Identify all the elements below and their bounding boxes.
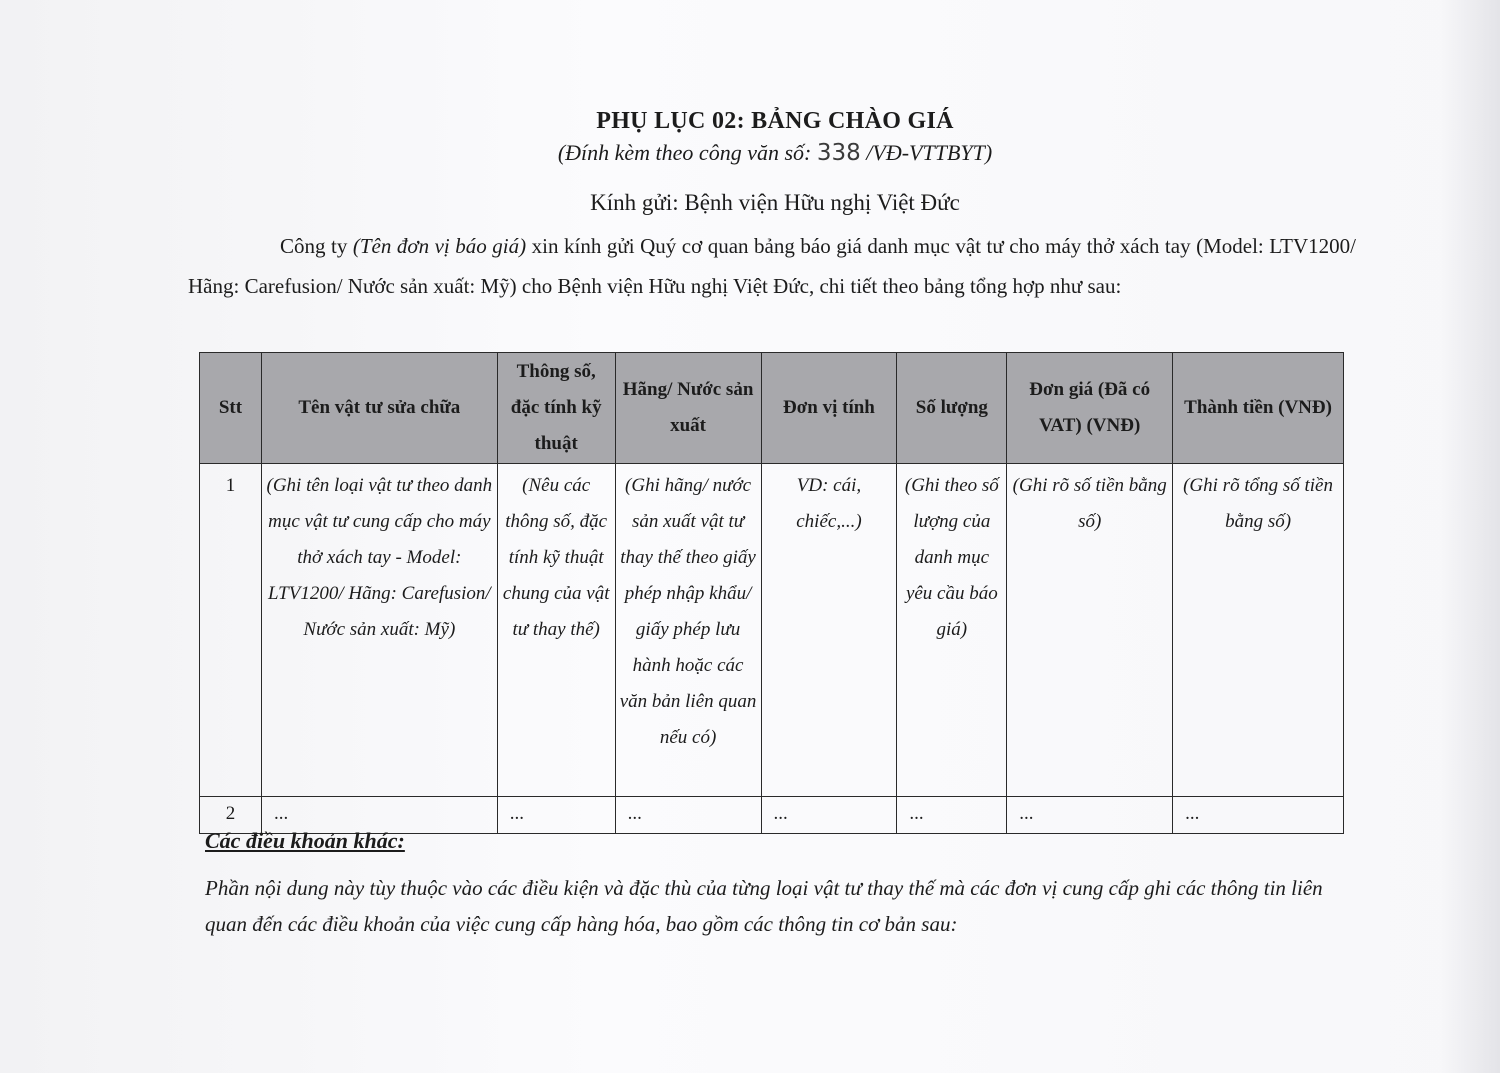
header-manufacturer: Hãng/ Nước sản xuất <box>615 353 761 464</box>
greeting-line: Kính gửi: Bệnh viện Hữu nghị Việt Đức <box>590 190 960 215</box>
cell-stt: 1 <box>200 464 262 797</box>
header-stt: Stt <box>200 353 262 464</box>
table-row <box>200 464 1344 797</box>
header-item-name: Tên vật tư sửa chữa <box>261 353 497 464</box>
header-quantity: Số lượng <box>897 353 1007 464</box>
subtitle-prefix: (Đính kèm theo công văn số: <box>557 140 817 165</box>
cell-unit: ... <box>761 797 897 834</box>
document-title: PHỤ LỤC 02: BẢNG CHÀO GIÁ <box>596 108 954 134</box>
cell-item-name: (Ghi tên loại vật tư theo danh mục vật tư cung cấp cho máy thở xách tay - Model: LTV1200/ Hãng: Carefusion/ Nước sản xuất: Mỹ) <box>261 464 497 797</box>
document-subtitle <box>0 140 1500 166</box>
cell-total: ... <box>1173 797 1344 834</box>
terms-heading: Các điều khoản khác: <box>205 828 405 853</box>
cell-unit: VD: cái, chiếc,...) <box>761 464 897 797</box>
handwritten-document-number: 338 <box>816 140 861 166</box>
cell-specs: ... <box>497 797 615 834</box>
cell-manufacturer: (Ghi hãng/ nước sản xuất vật tư thay thế theo giấy phép nhập khẩu/ giấy phép lưu hành hoặc các văn bản liên quan nếu có) <box>615 464 761 797</box>
company-placeholder: (Tên đơn vị báo giá) <box>352 234 527 258</box>
cell-total: (Ghi rõ tổng số tiền bằng số) <box>1173 464 1344 797</box>
cell-quantity: (Ghi theo số lượng của danh mục yêu cầu báo giá) <box>897 464 1007 797</box>
table-header-row <box>200 353 1344 464</box>
price-quote-table <box>199 352 1344 834</box>
cell-specs: (Nêu các thông số, đặc tính kỹ thuật chung của vật tư thay thế) <box>497 464 615 797</box>
terms-body: Phần nội dung này tùy thuộc vào các điều kiện và đặc thù của từng loại vật tư thay thế mà các đơn vị cung cấp ghi các thông tin liên quan đến các điều khoản của việc cung cấp hàng hóa, bao gồm các thông tin cơ bản sau: <box>205 876 1323 936</box>
intro-rest: xin kính gửi Quý cơ quan bảng báo giá danh mục vật tư cho máy thở xách tay (Model: LTV1200/ Hãng: Carefusion/ Nước sản xuất: Mỹ) cho Bệnh viện Hữu nghị Việt Đức, chi tiết theo bảng tổng hợp như sau: <box>188 234 1356 298</box>
intro-paragraph <box>188 226 1356 306</box>
header-specs: Thông số, đặc tính kỹ thuật <box>497 353 615 464</box>
cell-unit-price: ... <box>1007 797 1173 834</box>
intro-lead: Công ty <box>280 234 353 258</box>
cell-stt: 2 <box>200 797 262 834</box>
cell-manufacturer: ... <box>615 797 761 834</box>
header-total: Thành tiền (VNĐ) <box>1173 353 1344 464</box>
header-unit-price: Đơn giá (Đã có VAT) (VNĐ) <box>1007 353 1173 464</box>
header-unit: Đơn vị tính <box>761 353 897 464</box>
cell-item-name: ... <box>261 797 497 834</box>
subtitle-suffix: /VĐ-VTTBYT) <box>860 140 993 165</box>
cell-quantity: ... <box>897 797 1007 834</box>
cell-unit-price: (Ghi rõ số tiền bằng số) <box>1007 464 1173 797</box>
